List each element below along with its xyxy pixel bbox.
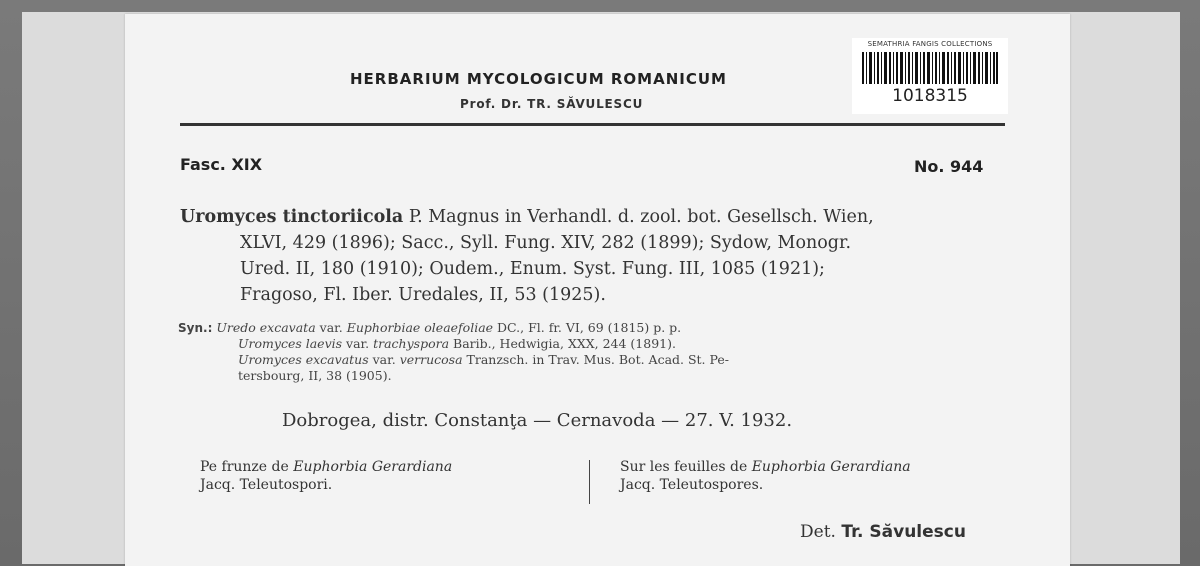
citation-line-1: P. Magnus in Verhandl. d. zool. bot. Gesellsch. Wien,	[403, 207, 874, 227]
note-romanian-host: Euphorbia Gerardiana	[293, 459, 453, 475]
determiner-prefix: Det.	[800, 522, 842, 542]
barcode-number: 1018315	[892, 86, 968, 106]
synonym-2-reference: Barib., Hedwigia, XXX, 244 (1891).	[449, 336, 676, 351]
note-french-host: Euphorbia Gerardiana	[751, 459, 911, 475]
note-french-line-2: Jacq. Teleutospores.	[620, 477, 764, 493]
synonym-1-var: var.	[315, 320, 347, 335]
note-romanian	[200, 458, 580, 494]
synonym-3-continuation: tersbourg, II, 38 (1905).	[238, 368, 392, 383]
collection-locality: Dobrogea, distr. Constanţa — Cernavoda — 27. V. 1932.	[282, 410, 793, 431]
note-french	[620, 458, 1020, 494]
determiner-name: Tr. Săvulescu	[841, 522, 966, 542]
header-rule	[180, 123, 1005, 126]
citation-line-4: Fragoso, Fl. Iber. Uredales, II, 53 (1925).	[240, 285, 606, 305]
determiner	[800, 522, 966, 542]
citation-line-3: Ured. II, 180 (1910); Oudem., Enum. Syst. Fung. III, 1085 (1921);	[240, 259, 825, 279]
note-romanian-prefix: Pe frunze de	[200, 459, 294, 475]
synonym-1-name: Uredo excavata	[216, 320, 316, 335]
synonym-3-name: Uromyces excavatus	[238, 352, 369, 367]
specimen-number: No. 944	[914, 157, 984, 176]
synonyms-label: Syn.:	[178, 321, 213, 335]
note-french-prefix: Sur les feuilles de	[620, 459, 752, 475]
synonym-2-name: Uromyces laevis	[238, 336, 343, 351]
synonym-3-var: var.	[368, 352, 400, 367]
note-romanian-line-2: Jacq. Teleutospori.	[200, 477, 333, 493]
synonym-3-epithet: verrucosa	[399, 352, 463, 367]
synonym-2-epithet: trachyspora	[373, 336, 450, 351]
herbarium-title: HERBARIUM MYCOLOGICUM ROMANICUM	[350, 70, 727, 88]
fascicle-number: Fasc. XIX	[180, 155, 263, 174]
citation-line-2: XLVI, 429 (1896); Sacc., Syll. Fung. XIV, 282 (1899); Sydow, Monogr.	[240, 233, 852, 253]
synonym-1-epithet: Euphorbiae oleaefoliae	[346, 320, 494, 335]
herbarium-subtitle: Prof. Dr. TR. SĂVULESCU	[460, 97, 644, 111]
synonyms-block	[178, 320, 1013, 384]
barcode-caption: SEMATHRIA FANGIS COLLECTIONS	[867, 40, 993, 48]
synonym-3-reference: Tranzsch. in Trav. Mus. Bot. Acad. St. Pe-	[462, 352, 729, 367]
barcode-icon	[862, 52, 998, 84]
species-citation	[180, 204, 1015, 308]
synonym-2-var: var.	[342, 336, 374, 351]
species-name: Uromyces tinctoriicola	[180, 207, 404, 227]
barcode-label	[852, 38, 1008, 114]
synonym-1-reference: DC., Fl. fr. VI, 69 (1815) p. p.	[493, 320, 682, 335]
notes-divider	[589, 460, 590, 504]
